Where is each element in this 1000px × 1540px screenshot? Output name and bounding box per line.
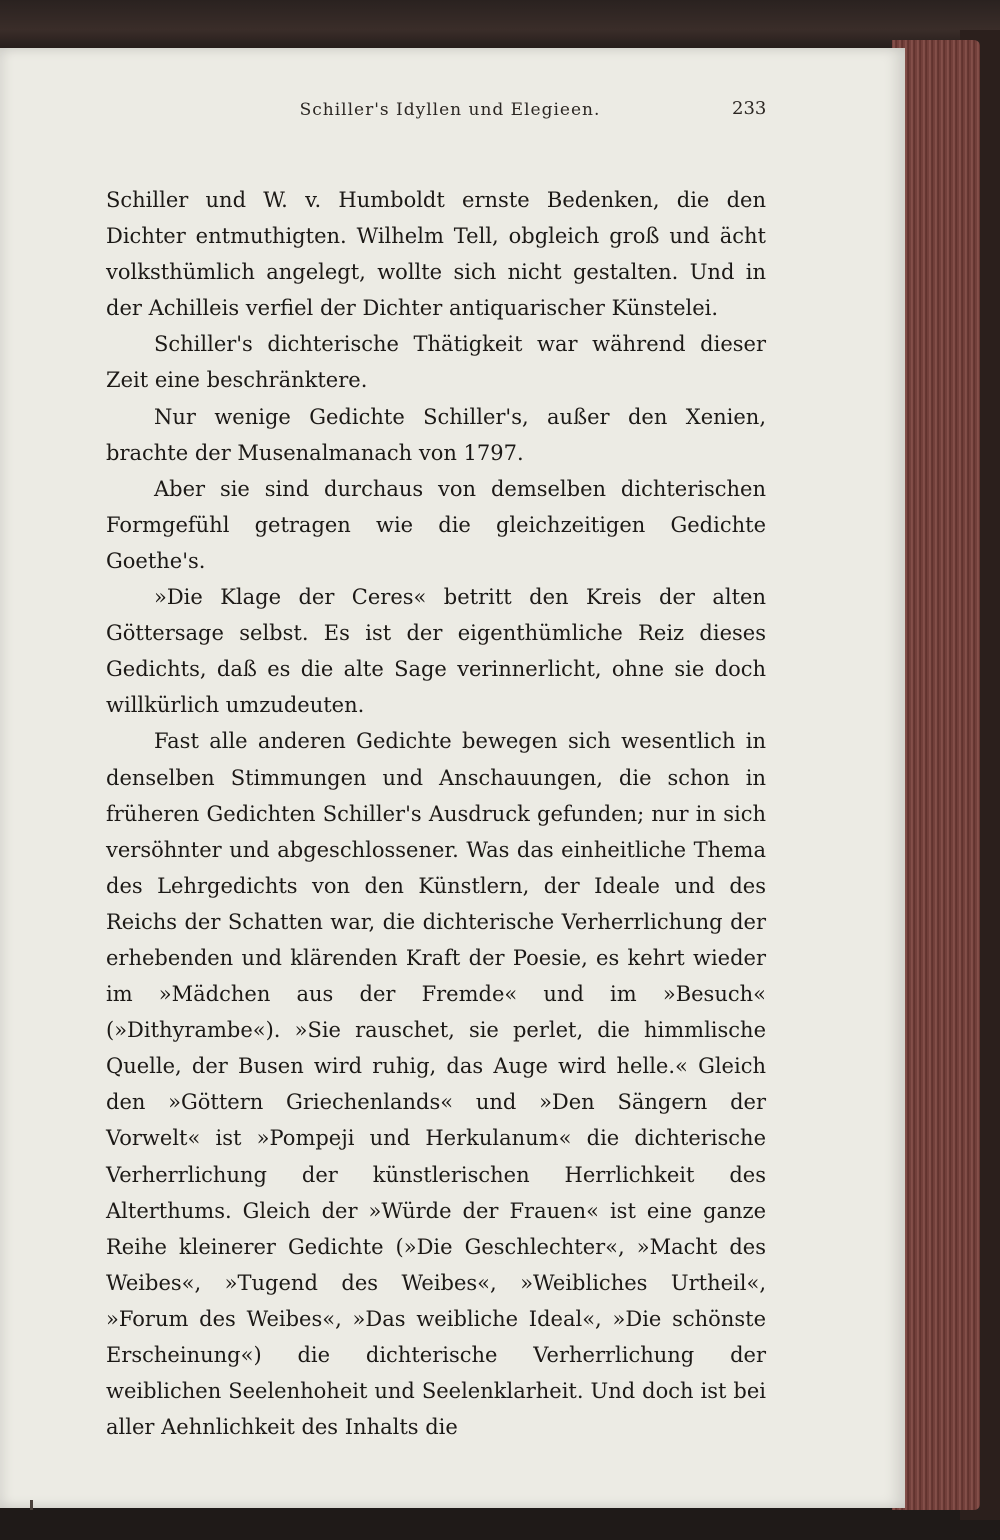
paragraph-1: Schiller und W. v. Humboldt ernste Bedenken, die den Dichter entmuthigten. Wilhelm Tell, obgleich groß und ächt volksthümlich angelegt, wollte sich nicht gestalten. Und in der Achilleis verfiel der Dichter antiquarischer Künstelei. <box>106 188 766 321</box>
paragraph-3: Nur wenige Gedichte Schiller's, außer den Xenien, brachte der Musenalmanach von 1797. <box>106 404 766 465</box>
margin-mark <box>30 1500 33 1510</box>
paragraph-4: Aber sie sind durchaus von demselben dichterischen Formgefühl getragen wie die gleichzeitigen Gedichte Goethe's. <box>106 476 766 573</box>
page-number: 233 <box>732 98 767 119</box>
running-head: Schiller's Idyllen und Elegieen. <box>299 100 601 120</box>
paragraph-6: Fast alle anderen Gedichte bewegen sich wesentlich in denselben Stimmungen und Anschauungen, die schon in früheren Gedichten Schiller's Ausdruck gefunden; nur in sich versöhnter und abgeschlossener. Was das einheitliche Thema des Lehrgedichts von den Künstlern, der Ideale und des Reichs der Schatten war, die dichterische Verherrlichung der erhebenden und klärenden Kraft der Poesie, es kehrt wieder im »Mädchen aus der Fremde« und im »Besuch« (»Dithyrambe«). »Sie rauschet, sie perlet, die himmlische Quelle, der Busen wird ruhig, das Auge wird helle.« Gleich den »Göttern Griechenlands« und »Den Sängern der Vorwelt« ist »Pompeji und Herkulanum« die dichterische Verherrlichung der künstlerischen Herrlichkeit des Alterthums. Gleich der »Würde der Frauen« ist eine ganze Reihe kleinerer Gedichte (»Die Geschlechter«, »Macht des Weibes«, »Tugend des Weibes«, »Weibliches Urtheil«, »Forum des Weibes«, »Das weibliche Ideal«, »Die schönste Erscheinung«) die dichterische Verherrlichung der weiblichen Seelenhoheit und Seelenklarheit. Und doch ist bei aller Aehnlichkeit des Inhalts die <box>106 729 766 1440</box>
book-binding-top <box>0 0 1000 50</box>
body-text <box>106 182 766 1445</box>
book-page-edges <box>892 40 980 1510</box>
paragraph-5: »Die Klage der Ceres« betritt den Kreis der alten Göttersage selbst. Es ist der eigenthümliche Reiz dieses Gedichts, daß es die alte Sage verinnerlicht, ohne sie doch willkürlich umzudeuten. <box>106 585 766 718</box>
paragraph-2: Schiller's dichterische Thätigkeit war während dieser Zeit eine beschränktere. <box>106 332 766 393</box>
